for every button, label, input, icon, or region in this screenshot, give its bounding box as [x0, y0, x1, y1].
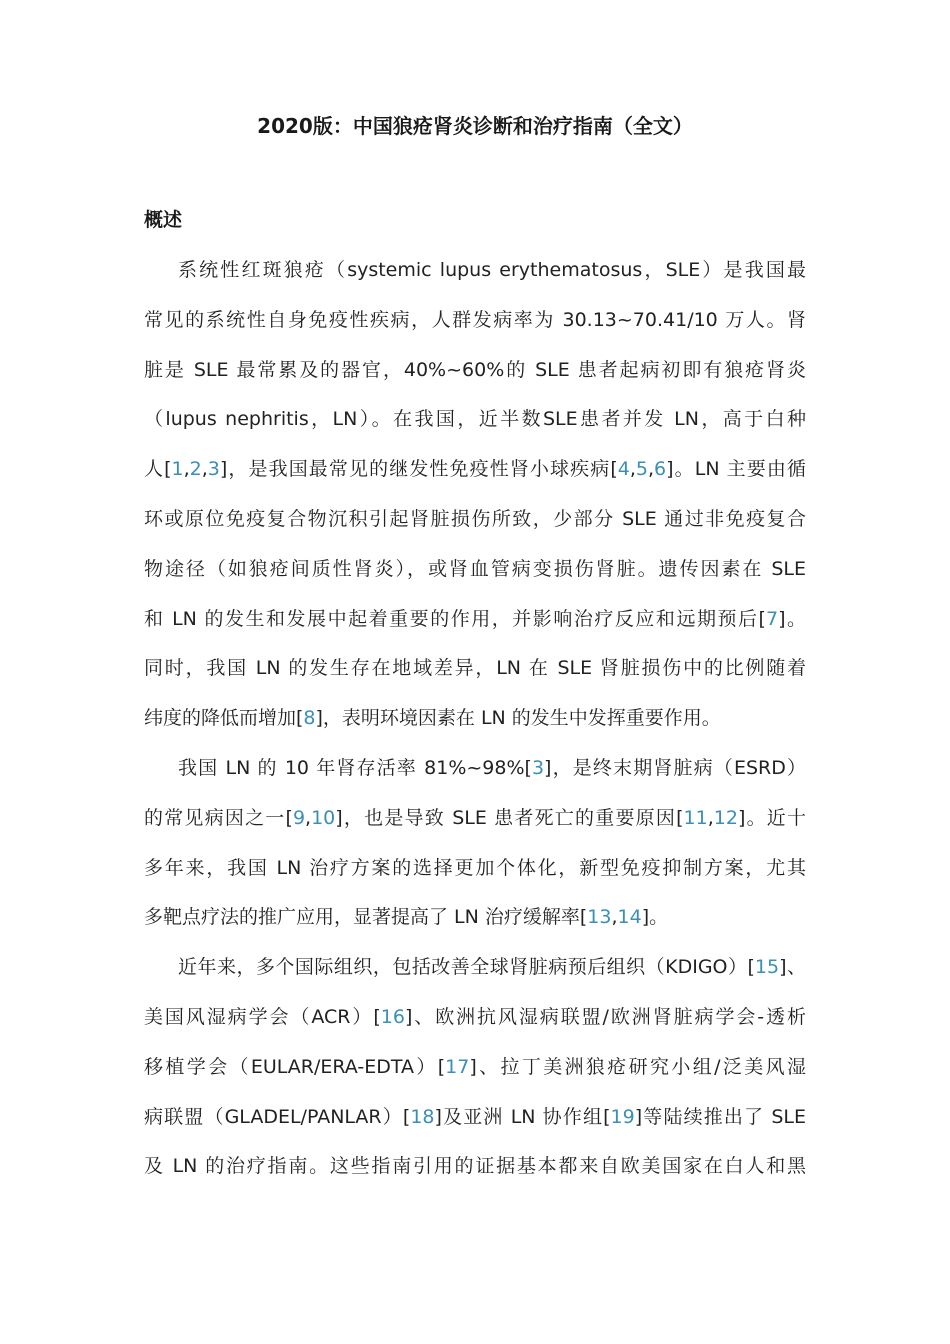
citation-link[interactable]: 18 — [410, 1105, 435, 1128]
citation-link[interactable]: 14 — [617, 906, 642, 929]
text-line — [144, 1043, 806, 1093]
text-segment: ]等陆续推出了 SLE — [634, 1105, 807, 1128]
text-line — [144, 943, 806, 993]
text-line — [144, 246, 806, 296]
text-line — [144, 744, 806, 794]
text-segment: 美国风湿病学会（ACR）[ — [144, 1005, 381, 1028]
text-segment: 系统性红斑狼疮（systemic lupus erythematosus，SLE）是我国最 — [178, 259, 806, 281]
text-segment: , — [611, 906, 618, 929]
citation-link[interactable]: 3 — [207, 458, 220, 481]
text-segment: ]及亚洲 LN 协作组[ — [434, 1105, 611, 1128]
text-segment: ]、 — [779, 956, 806, 979]
citation-link[interactable]: 10 — [311, 806, 336, 829]
citation-link[interactable]: 15 — [754, 956, 780, 979]
text-line — [144, 595, 806, 645]
document-title: 2020版：中国狼疮肾炎诊断和治疗指南（全文） — [257, 114, 693, 138]
text-segment: ]，也是导致 SLE 患者死亡的重要原因[ — [335, 806, 684, 829]
text-line — [144, 1093, 806, 1143]
citation-link[interactable]: 12 — [713, 806, 738, 829]
text-segment: ]。近十 — [737, 806, 806, 829]
citation-link[interactable]: 2 — [189, 458, 202, 481]
text-segment: 人[ — [144, 458, 172, 481]
text-segment: , — [183, 458, 190, 481]
citation-link[interactable]: 4 — [617, 458, 630, 481]
text-line — [144, 844, 806, 894]
text-segment: ]。 — [778, 607, 806, 630]
text-segment: 移植学会（EULAR/ERA-EDTA）[ — [144, 1055, 446, 1078]
text-segment: 常见的系统性自身免疫性疾病，人群发病率为 30.13~70.41/10 万人。肾 — [144, 308, 806, 331]
text-segment: 和 LN 的发生和发展中起着重要的作用，并影响治疗反应和远期预后[ — [144, 607, 766, 630]
citation-link[interactable]: 8 — [303, 707, 316, 730]
text-segment: 近年来，多个国际组织，包括改善全球肾脏病预后组织（KDIGO）[ — [178, 956, 755, 979]
citation-link[interactable]: 13 — [587, 906, 612, 929]
text-segment: ]。 — [641, 906, 669, 929]
text-segment: 纬度的降低而增加[ — [144, 707, 304, 730]
citation-link[interactable]: 17 — [445, 1055, 470, 1078]
text-segment: , — [201, 458, 208, 481]
text-line — [144, 1142, 806, 1192]
text-segment: 病联盟（GLADEL/PANLAR）[ — [144, 1105, 411, 1128]
text-line — [144, 346, 806, 396]
text-segment: ]。LN 主要由循 — [666, 458, 806, 481]
text-segment: 及 LN 的治疗指南。这些指南引用的证据基本都来自欧美国家在白人和黑 — [144, 1155, 806, 1178]
citation-link[interactable]: 9 — [292, 806, 306, 829]
text-segment: 环或原位免疫复合物沉积引起肾脏损伤所致，少部分 SLE 通过非免疫复合 — [144, 507, 806, 530]
body-text — [144, 246, 806, 1192]
text-line — [144, 893, 806, 943]
text-segment: 我国 LN 的 10 年肾存活率 81%~98%[ — [178, 756, 532, 779]
text-segment: ]，表明环境因素在 LN 的发生中发挥重要作用。 — [315, 707, 721, 730]
text-segment: 的常见病因之一[ — [144, 806, 293, 829]
citation-link[interactable]: 6 — [654, 458, 667, 481]
text-segment: ]、拉丁美洲狼疮研究小组/泛美风湿 — [469, 1055, 806, 1078]
text-segment: ]，是我国最常见的继发性免疫性肾小球疾病[ — [219, 458, 618, 481]
section-heading: 概述 — [144, 209, 183, 231]
citation-link[interactable]: 19 — [610, 1105, 635, 1128]
text-segment: 多靶点疗法的推广应用，显著提高了 LN 治疗缓解率[ — [144, 906, 588, 929]
citation-link[interactable]: 1 — [171, 458, 184, 481]
text-line — [144, 445, 806, 495]
citation-link[interactable]: 11 — [683, 806, 708, 829]
text-segment: , — [629, 458, 636, 481]
text-segment: 同时，我国 LN 的发生存在地域差异，LN 在 SLE 肾脏损伤中的比例随着 — [144, 657, 806, 680]
text-line — [144, 495, 806, 545]
text-segment: 多年来，我国 LN 治疗方案的选择更加个体化，新型免疫抑制方案，尤其 — [144, 856, 806, 879]
text-segment: （lupus nephritis，LN）。在我国，近半数SLE患者并发 LN，高于白种 — [144, 408, 806, 431]
text-segment: 脏是 SLE 最常累及的器官，40%~60%的 SLE 患者起病初即有狼疮肾炎 — [144, 358, 806, 381]
text-line — [144, 794, 806, 844]
text-line — [144, 545, 806, 595]
citation-link[interactable]: 5 — [635, 458, 648, 481]
text-segment: ]，是终末期肾脏病（ESRD） — [544, 756, 807, 779]
citation-link[interactable]: 7 — [765, 607, 779, 630]
text-line — [144, 395, 806, 445]
citation-link[interactable]: 3 — [531, 756, 545, 779]
text-segment: 物途径（如狼疮间质性肾炎），或肾血管病变损伤肾脏。遗传因素在 SLE — [144, 557, 806, 580]
text-segment: , — [305, 806, 312, 829]
text-segment: , — [647, 458, 655, 481]
text-segment: ]、欧洲抗风湿病联盟/欧洲肾脏病学会-透析 — [404, 1005, 807, 1028]
text-line — [144, 296, 806, 346]
text-line — [144, 993, 806, 1043]
text-segment: , — [707, 806, 714, 829]
text-line — [144, 644, 806, 694]
text-line — [144, 694, 806, 744]
citation-link[interactable]: 16 — [380, 1005, 405, 1028]
